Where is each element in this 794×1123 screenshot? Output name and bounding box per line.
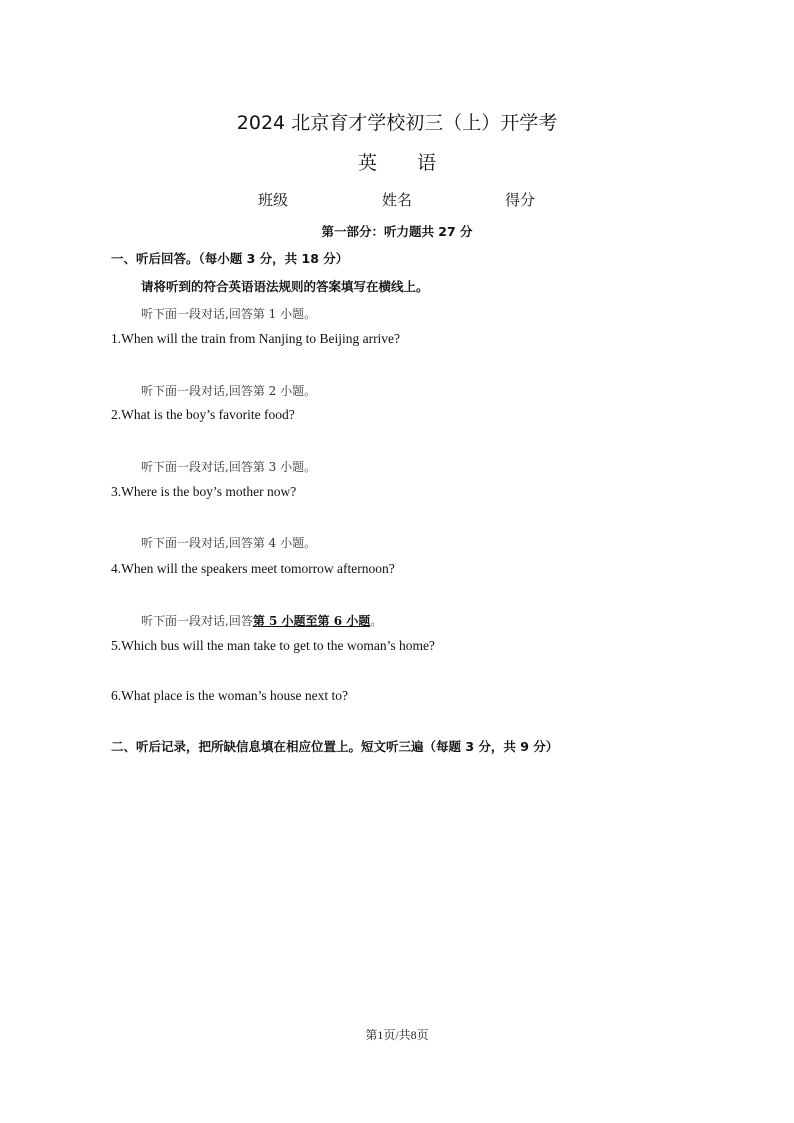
question-range: 第 5 小题至第 6 小题 [252, 614, 371, 628]
question-4: 4.When will the speakers meet tomorrow afternoon? [111, 561, 395, 576]
subject-heading [0, 148, 794, 175]
section-one-heading: 一、听后回答。（每小题 3 分，共 18 分） [111, 251, 349, 266]
question-6: 6.What place is the woman’s house next to? [111, 688, 348, 703]
page-number: 第1页/共8页 [365, 1028, 429, 1042]
question-2: 2.What is the boy’s favorite food? [111, 407, 295, 422]
section-two-heading: 二、听后记录，把所缺信息填在相应位置上。短文听三遍（每题 3 分，共 9 分） [111, 739, 559, 754]
exam-title: 2024 北京育才学校初三（上）开学考 [236, 112, 558, 134]
subject-char-2: 语 [417, 152, 437, 174]
question-3: 3.Where is the boy’s mother now? [111, 484, 297, 499]
question-5: 5.Which bus will the man take to get to the woman’s home? [111, 638, 435, 653]
section-one-instruction: 请将听到的符合英语语法规则的答案填写在横线上。 [141, 279, 429, 294]
listen-prefix: 听下面一段对话,回答 [141, 614, 253, 628]
listen-prompt-2: 听下面一段对话,回答第 2 小题。 [141, 384, 317, 398]
subject-char-1: 英 [357, 152, 377, 174]
listen-suffix: 。 [370, 614, 383, 628]
listen-prompt-1: 听下面一段对话,回答第 1 小题。 [141, 307, 317, 321]
question-1: 1.When will the train from Nanjing to Beijing arrive? [111, 331, 401, 346]
listen-prompt-5-6 [141, 612, 382, 629]
listen-prompt-3: 听下面一段对话,回答第 3 小题。 [141, 460, 317, 474]
listen-prompt-4: 听下面一段对话,回答第 4 小题。 [141, 536, 317, 550]
score-label: 得分 [505, 191, 536, 209]
part-one-heading: 第一部分：听力题共 27 分 [321, 224, 473, 239]
name-label: 姓名 [382, 191, 413, 209]
class-label: 班级 [258, 191, 289, 209]
